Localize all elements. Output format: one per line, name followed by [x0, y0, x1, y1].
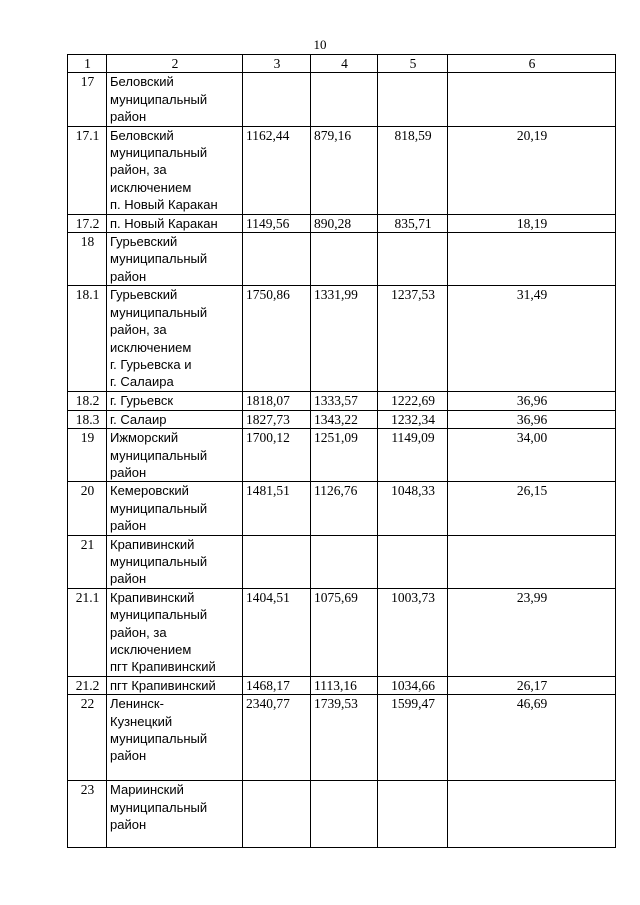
value-col-6: 26,15 — [448, 482, 616, 535]
row-number: 17 — [68, 73, 107, 126]
value-col-6 — [448, 781, 616, 848]
row-number: 18.3 — [68, 410, 107, 428]
value-col-5: 1149,09 — [378, 429, 448, 482]
value-col-5 — [378, 73, 448, 126]
table-row — [68, 695, 616, 781]
district-name: п. Новый Каракан — [107, 214, 243, 232]
value-col-6 — [448, 233, 616, 286]
row-number: 21.2 — [68, 676, 107, 694]
value-col-3: 1404,51 — [243, 588, 311, 676]
value-col-3: 1149,56 — [243, 214, 311, 232]
value-col-6: 20,19 — [448, 126, 616, 214]
value-col-4: 1113,16 — [311, 676, 378, 694]
table-row — [68, 73, 616, 126]
value-col-6 — [448, 535, 616, 588]
district-name: Крапивинский муниципальный район, за исключением пгт Крапивинский — [107, 588, 243, 676]
district-name: Ижморский муниципальный район — [107, 429, 243, 482]
value-col-4 — [311, 535, 378, 588]
row-number: 18 — [68, 233, 107, 286]
value-col-3: 1468,17 — [243, 676, 311, 694]
value-col-5: 1048,33 — [378, 482, 448, 535]
value-col-3: 1481,51 — [243, 482, 311, 535]
district-name: пгт Крапивинский — [107, 676, 243, 694]
table-row — [68, 214, 616, 232]
value-col-3 — [243, 535, 311, 588]
value-col-5: 1237,53 — [378, 286, 448, 392]
district-name: Ленинск- Кузнецкий муниципальный район — [107, 695, 243, 781]
value-col-4: 1331,99 — [311, 286, 378, 392]
row-number: 18.2 — [68, 392, 107, 410]
district-name: Кемеровский муниципальный район — [107, 482, 243, 535]
table-row — [68, 126, 616, 214]
table-row — [68, 429, 616, 482]
value-col-5: 818,59 — [378, 126, 448, 214]
value-col-3 — [243, 73, 311, 126]
row-number: 17.2 — [68, 214, 107, 232]
value-col-5: 1232,34 — [378, 410, 448, 428]
value-col-4: 1126,76 — [311, 482, 378, 535]
value-col-3 — [243, 233, 311, 286]
value-col-6: 31,49 — [448, 286, 616, 392]
table-row — [68, 588, 616, 676]
row-number: 21.1 — [68, 588, 107, 676]
row-number: 20 — [68, 482, 107, 535]
table-row — [68, 482, 616, 535]
value-col-4 — [311, 233, 378, 286]
value-col-6: 26,17 — [448, 676, 616, 694]
row-number: 19 — [68, 429, 107, 482]
header-cell: 4 — [311, 55, 378, 73]
header-cell: 5 — [378, 55, 448, 73]
value-col-6: 23,99 — [448, 588, 616, 676]
header-cell: 3 — [243, 55, 311, 73]
page-number: 10 — [313, 37, 327, 52]
table-row — [68, 410, 616, 428]
row-number: 23 — [68, 781, 107, 848]
row-number: 22 — [68, 695, 107, 781]
district-name: Гурьевский муниципальный район, за исключением г. Гурьевска и г. Салаира — [107, 286, 243, 392]
value-col-4 — [311, 781, 378, 848]
header-cell: 6 — [448, 55, 616, 73]
value-col-5 — [378, 535, 448, 588]
row-number: 17.1 — [68, 126, 107, 214]
district-name: г. Салаир — [107, 410, 243, 428]
district-name: Мариинский муниципальный район — [107, 781, 243, 848]
header-row — [68, 55, 616, 73]
value-col-5: 835,71 — [378, 214, 448, 232]
header-cell: 1 — [68, 55, 107, 73]
header-cell: 2 — [107, 55, 243, 73]
value-col-4: 1251,09 — [311, 429, 378, 482]
value-col-4: 1343,22 — [311, 410, 378, 428]
value-col-3: 1827,73 — [243, 410, 311, 428]
value-col-6: 36,96 — [448, 410, 616, 428]
value-col-5: 1003,73 — [378, 588, 448, 676]
table-row — [68, 233, 616, 286]
value-col-3: 1162,44 — [243, 126, 311, 214]
value-col-3: 1818,07 — [243, 392, 311, 410]
row-number: 21 — [68, 535, 107, 588]
value-col-4: 1333,57 — [311, 392, 378, 410]
district-name: Беловский муниципальный район — [107, 73, 243, 126]
table-row — [68, 781, 616, 848]
value-col-4: 879,16 — [311, 126, 378, 214]
value-col-3 — [243, 781, 311, 848]
value-col-5: 1034,66 — [378, 676, 448, 694]
value-col-5: 1599,47 — [378, 695, 448, 781]
value-col-6: 36,96 — [448, 392, 616, 410]
value-col-6: 46,69 — [448, 695, 616, 781]
value-col-3: 1750,86 — [243, 286, 311, 392]
district-name: Гурьевский муниципальный район — [107, 233, 243, 286]
value-col-4: 1739,53 — [311, 695, 378, 781]
district-name: Крапивинский муниципальный район — [107, 535, 243, 588]
value-col-5 — [378, 781, 448, 848]
table-row — [68, 535, 616, 588]
value-col-5 — [378, 233, 448, 286]
value-col-4: 890,28 — [311, 214, 378, 232]
row-number: 18.1 — [68, 286, 107, 392]
table-row — [68, 392, 616, 410]
value-col-3: 2340,77 — [243, 695, 311, 781]
district-name: г. Гурьевск — [107, 392, 243, 410]
table-row — [68, 676, 616, 694]
value-col-4 — [311, 73, 378, 126]
value-col-6: 34,00 — [448, 429, 616, 482]
tariff-table — [67, 54, 616, 848]
district-name: Беловский муниципальный район, за исключением п. Новый Каракан — [107, 126, 243, 214]
table-row — [68, 286, 616, 392]
value-col-6 — [448, 73, 616, 126]
value-col-5: 1222,69 — [378, 392, 448, 410]
value-col-3: 1700,12 — [243, 429, 311, 482]
value-col-4: 1075,69 — [311, 588, 378, 676]
value-col-6: 18,19 — [448, 214, 616, 232]
